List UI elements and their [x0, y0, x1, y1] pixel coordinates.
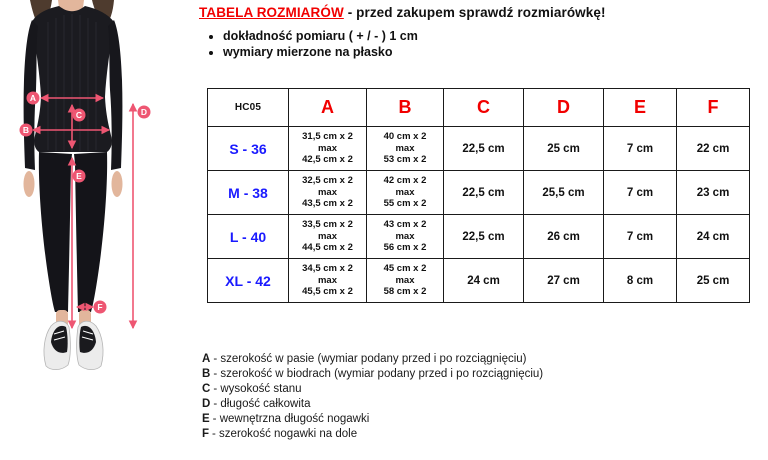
model-figure: [24, 0, 123, 370]
header-bullets: [199, 28, 759, 60]
measure-cell: [289, 171, 367, 215]
legend-letter: C: [202, 383, 211, 395]
legend-item: [202, 367, 543, 382]
right-hand: [112, 171, 123, 197]
size-cell: L - 40: [208, 215, 289, 259]
table-row: [208, 259, 750, 303]
page-title: [199, 5, 759, 20]
marker-e: [73, 170, 86, 183]
measure-cell: 24 cm: [444, 259, 524, 303]
left-hand: [24, 171, 35, 197]
measure-cell: [367, 171, 444, 215]
table-col-header-d: D: [524, 89, 604, 127]
measure-line: 43 cm x 2: [383, 219, 427, 231]
measure-cell: 22 cm: [677, 127, 750, 171]
measure-cell: 22,5 cm: [444, 127, 524, 171]
legend-letter: A: [202, 353, 211, 365]
measure-cell: [367, 259, 444, 303]
measure-cell: 23 cm: [677, 171, 750, 215]
marker-d: [138, 106, 151, 119]
marker-f: [94, 301, 107, 314]
table-col-header-c: C: [444, 89, 524, 127]
legend-item: [202, 412, 543, 427]
legend-desc: - szerokość nogawki na dole: [212, 428, 358, 440]
measure-cell: 25 cm: [677, 259, 750, 303]
svg-text:E: E: [76, 171, 82, 181]
size-cell: M - 38: [208, 171, 289, 215]
marker-a: [27, 92, 40, 105]
measure-line: 56 cm x 2: [383, 242, 427, 254]
measure-line: max: [395, 186, 415, 198]
measure-line: 44,5 cm x 2: [302, 242, 353, 254]
measure-line: 40 cm x 2: [383, 131, 427, 143]
measure-line: max: [317, 142, 337, 154]
table-col-header-f: F: [677, 89, 750, 127]
bullet-item: • dokładność pomiaru ( + / - ) 1 cm: [223, 28, 759, 44]
svg-text:C: C: [75, 110, 83, 120]
legend-desc: - wewnętrzna długość nogawki: [212, 413, 370, 425]
measure-line: 33,5 cm x 2: [302, 219, 353, 231]
measurement-legend: [202, 352, 543, 442]
legend-item: [202, 352, 543, 367]
page-title-highlight: TABELA ROZMIARÓW: [199, 5, 344, 20]
measure-cell: 8 cm: [604, 259, 677, 303]
size-cell: XL - 42: [208, 259, 289, 303]
measure-cell: 7 cm: [604, 171, 677, 215]
measure-cell: [289, 127, 367, 171]
legend-desc: - szerokość w pasie (wymiar podany przed i po rozciągnięciu): [213, 353, 527, 365]
measure-line: 45,5 cm x 2: [302, 286, 353, 298]
marker-c: [73, 109, 86, 122]
legend-item: [202, 397, 543, 412]
legend-item: [202, 427, 543, 442]
sneakers: [44, 321, 103, 369]
measure-line: max: [395, 230, 415, 242]
measure-line: 45 cm x 2: [383, 263, 427, 275]
measure-cell: 26 cm: [524, 215, 604, 259]
measure-line: max: [317, 186, 337, 198]
table-row: [208, 127, 750, 171]
model-figure-svg: [0, 0, 195, 460]
table-row: [208, 171, 750, 215]
legend-desc: - szerokość w biodrach (wymiar podany przed i po rozciągnięciu): [213, 368, 544, 380]
legend-desc: - wysokość stanu: [213, 383, 302, 395]
svg-text:B: B: [22, 125, 30, 135]
measure-line: 43,5 cm x 2: [302, 198, 353, 210]
measure-line: max: [317, 230, 337, 242]
bullet-item: • wymiary mierzone na płasko: [223, 44, 759, 60]
svg-text:A: A: [29, 93, 37, 103]
measure-line: 53 cm x 2: [383, 154, 427, 166]
measure-cell: 22,5 cm: [444, 215, 524, 259]
table-col-header-b: B: [367, 89, 444, 127]
marker-b: [20, 124, 33, 137]
model-photo: [0, 0, 195, 460]
measure-cell: 25,5 cm: [524, 171, 604, 215]
table-model-code: HC05: [208, 89, 289, 127]
legend-desc: - długość całkowita: [213, 398, 311, 410]
measure-line: 42,5 cm x 2: [302, 154, 353, 166]
measure-line: max: [317, 274, 337, 286]
svg-text:D: D: [140, 107, 148, 117]
measure-line: 34,5 cm x 2: [302, 263, 353, 275]
measure-cell: [289, 215, 367, 259]
legend-letter: B: [202, 368, 211, 380]
table-header-row: [208, 89, 750, 127]
legend-letter: D: [202, 398, 211, 410]
table-row: [208, 215, 750, 259]
measure-line: 58 cm x 2: [383, 286, 427, 298]
size-table: [207, 88, 750, 303]
table-col-header-a: A: [289, 89, 367, 127]
header: [199, 5, 759, 60]
legend-letter: E: [202, 413, 210, 425]
legend-letter: F: [202, 428, 210, 440]
page-title-suffix: - przed zakupem sprawdź rozmiarówkę!: [347, 5, 606, 20]
measure-cell: 25 cm: [524, 127, 604, 171]
measure-line: max: [395, 142, 415, 154]
measure-cell: 27 cm: [524, 259, 604, 303]
measure-line: 42 cm x 2: [383, 175, 427, 187]
size-cell: S - 36: [208, 127, 289, 171]
measure-line: max: [395, 274, 415, 286]
table-col-header-e: E: [604, 89, 677, 127]
measure-cell: 7 cm: [604, 127, 677, 171]
measure-line: 31,5 cm x 2: [302, 131, 353, 143]
measure-cell: [367, 215, 444, 259]
measure-cell: [289, 259, 367, 303]
svg-text:F: F: [97, 302, 103, 312]
measure-cell: [367, 127, 444, 171]
measure-cell: 7 cm: [604, 215, 677, 259]
left-leg: [39, 152, 72, 312]
measure-line: 55 cm x 2: [383, 198, 427, 210]
measure-line: 32,5 cm x 2: [302, 175, 353, 187]
legend-item: [202, 382, 543, 397]
measure-cell: 22,5 cm: [444, 171, 524, 215]
measure-cell: 24 cm: [677, 215, 750, 259]
